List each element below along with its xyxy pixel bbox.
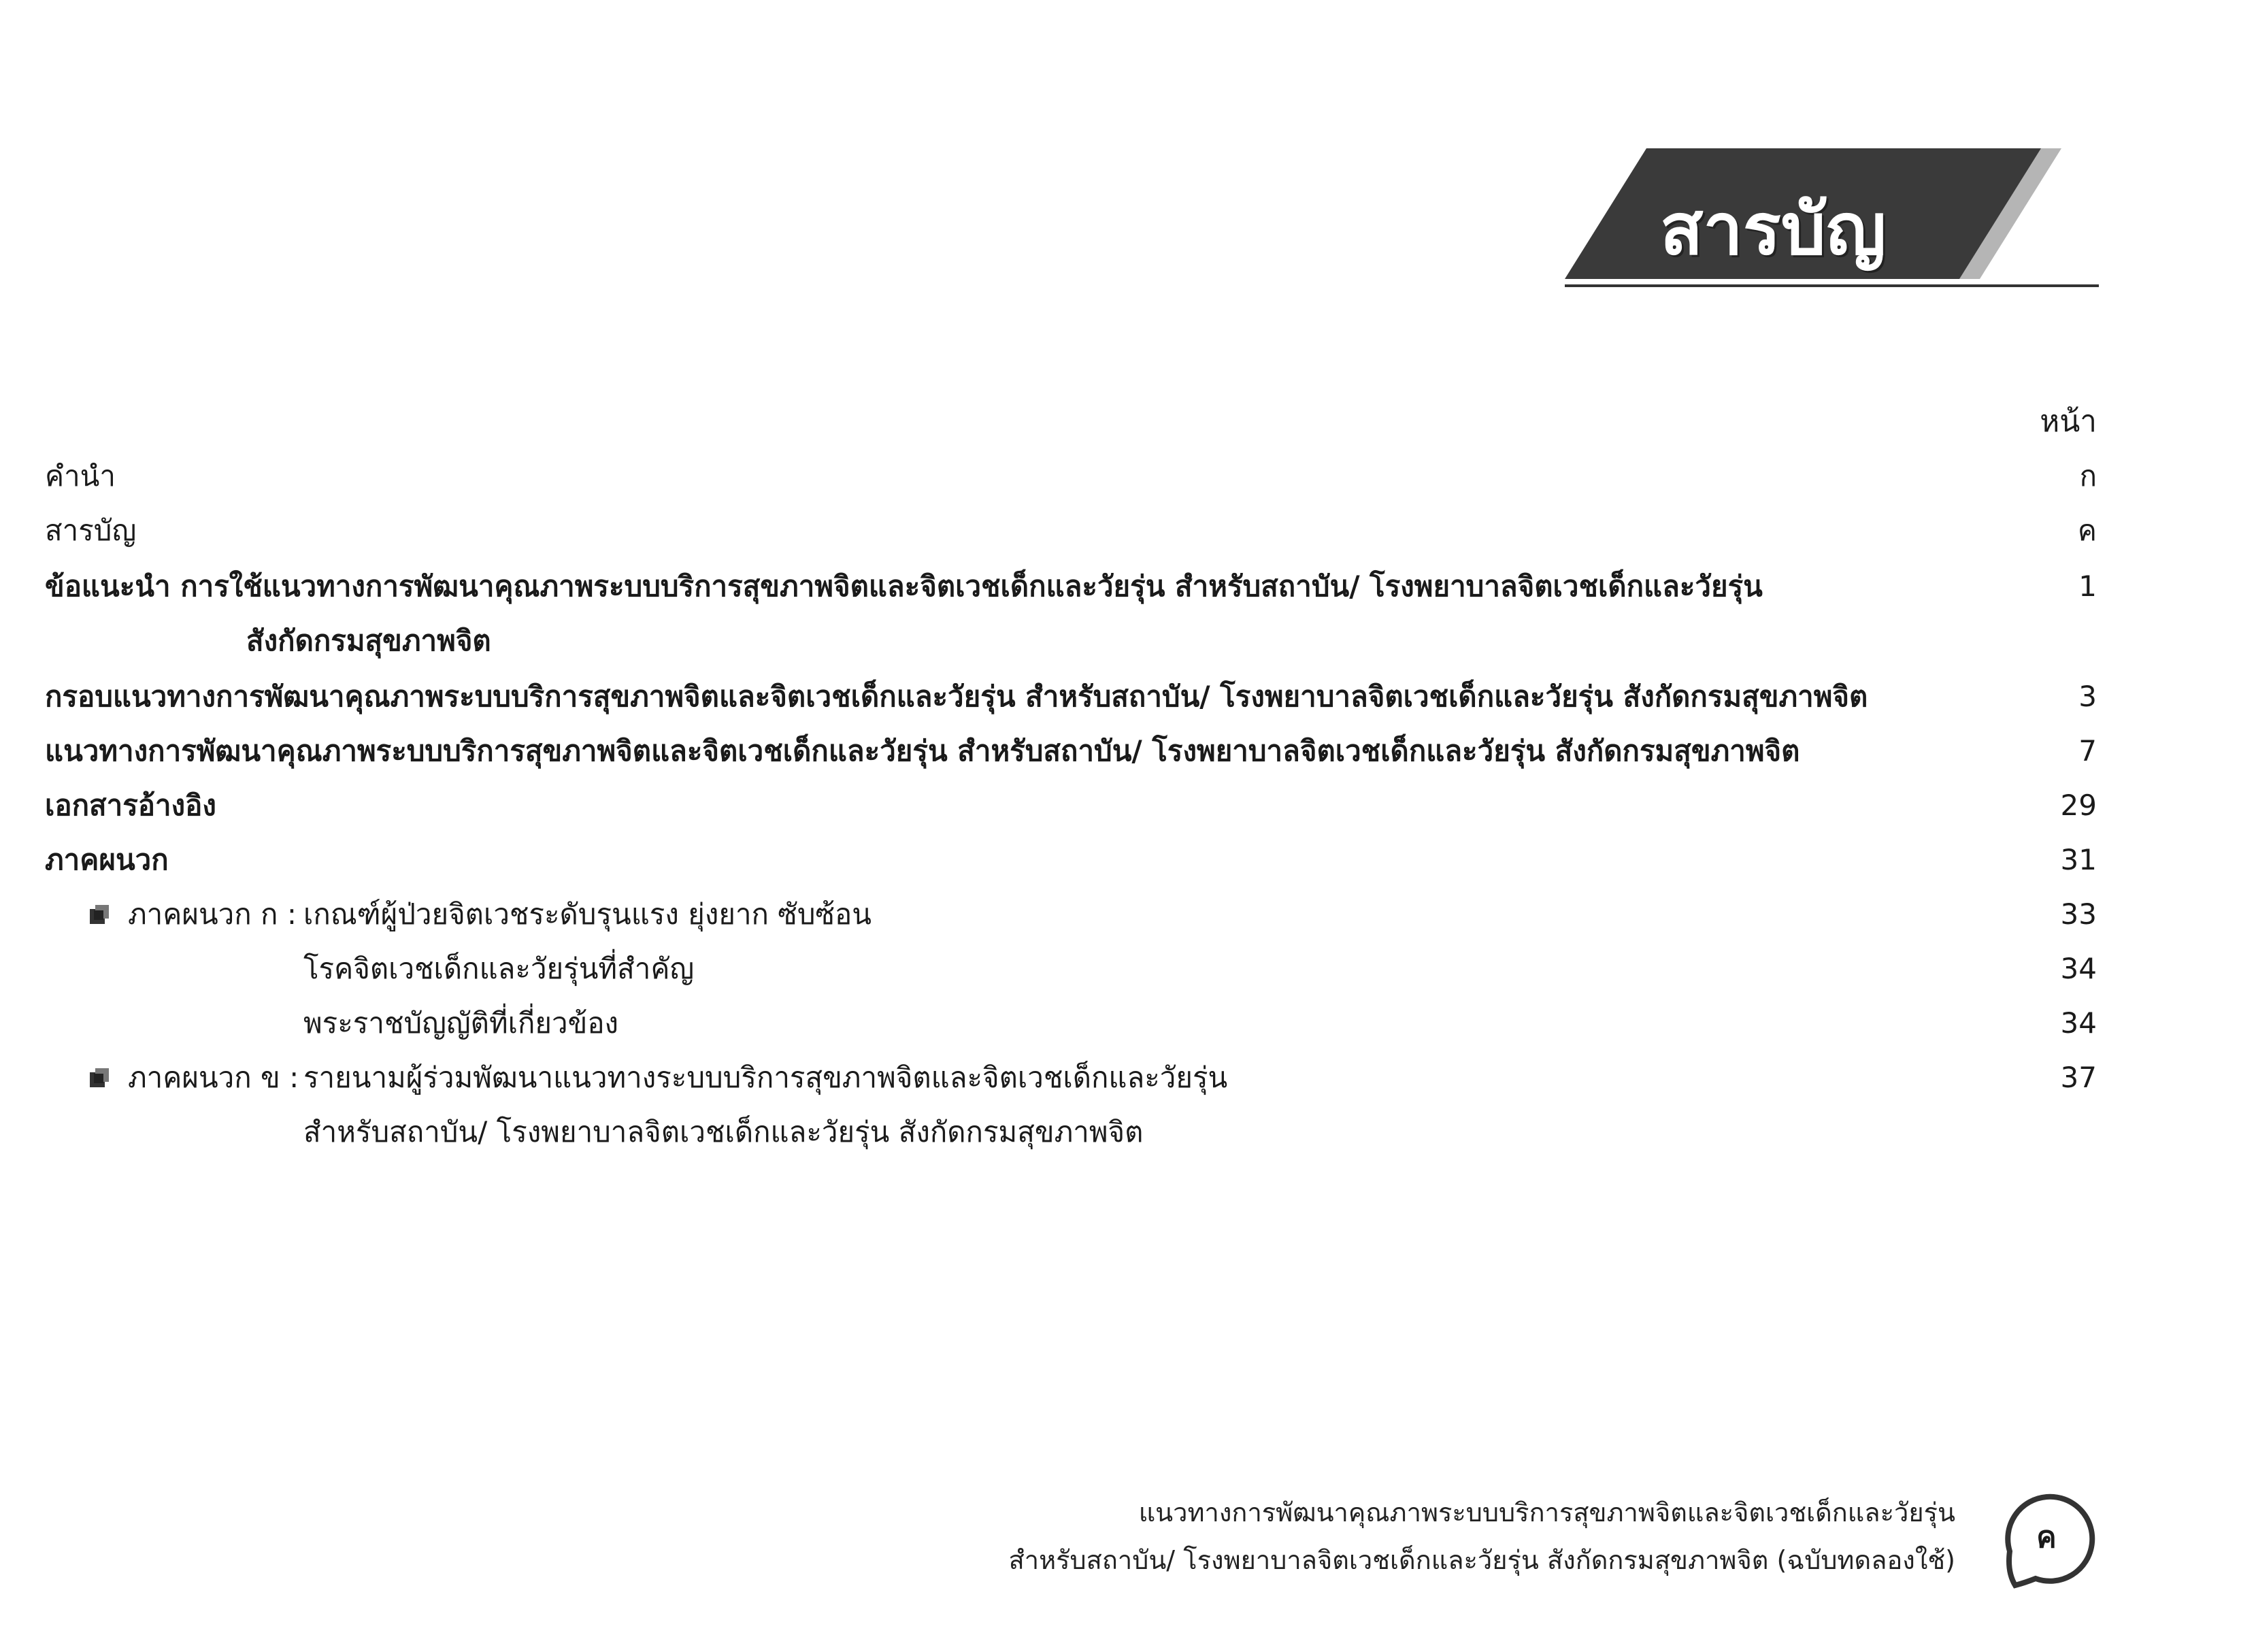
toc-title: พระราชบัญญัติที่เกี่ยวข้อง [303, 1006, 619, 1040]
toc-row[interactable] [0, 887, 2256, 942]
toc-row[interactable] [0, 1051, 2256, 1105]
toc-page-number: ก [2079, 459, 2097, 493]
toc-page-number: ค [2077, 514, 2097, 547]
toc-row[interactable] [0, 996, 2256, 1051]
toc-title-continuation: สำหรับสถาบัน/ โรงพยาบาลจิตเวชเด็กและวัยรุ่น สังกัดกรมสุขภาพจิต [303, 1115, 1144, 1149]
toc-page-number: 34 [2060, 952, 2097, 985]
page-title: สารบัญ [1660, 188, 1887, 271]
toc-title: แนวทางการพัฒนาคุณภาพระบบบริการสุขภาพจิตและจิตเวชเด็กและวัยรุ่น สำหรับสถาบัน/ โรงพยาบาลจิตเวชเด็กและวัยรุ่น สังกัดกรมสุขภาพจิต [45, 734, 1800, 767]
appendix-label: ภาคผนวก ก : [128, 897, 297, 931]
toc-title: สารบัญ [45, 514, 137, 547]
toc-row[interactable] [0, 942, 2256, 996]
toc-row[interactable] [0, 670, 2256, 724]
toc-title: เกณฑ์ผู้ป่วยจิตเวชระดับรุนแรง ยุ่งยาก ซับซ้อน [303, 897, 872, 931]
toc-row[interactable] [0, 503, 2256, 558]
toc-title: ภาคผนวก [45, 843, 169, 876]
toc-row[interactable] [0, 724, 2256, 778]
page-column-header: หน้า [2040, 404, 2097, 439]
toc-title-continuation: สังกัดกรมสุขภาพจิต [246, 624, 491, 657]
toc-title: เอกสารอ้างอิง [45, 789, 216, 822]
toc-page-number: 3 [2078, 680, 2097, 713]
toc-title: รายนามผู้ร่วมพัฒนาแนวทางระบบบริการสุขภาพจิตและจิตเวชเด็กและวัยรุ่น [303, 1061, 1228, 1094]
toc-page-number: 31 [2060, 843, 2097, 876]
toc-page-number: 1 [2078, 569, 2097, 603]
toc-page-number: 34 [2060, 1006, 2097, 1040]
toc-title: โรคจิตเวชเด็กและวัยรุ่นที่สำคัญ [303, 952, 695, 985]
toc-row-continuation [0, 1105, 2256, 1159]
footer-line-2: สำหรับสถาบัน/ โรงพยาบาลจิตเวชเด็กและวัยรุ่น สังกัดกรมสุขภาพจิต (ฉบับทดลองใช้) [1008, 1545, 1955, 1575]
toc-page-number: 7 [2078, 734, 2097, 767]
toc-page-number: 33 [2060, 897, 2097, 931]
footer-line-1: แนวทางการพัฒนาคุณภาพระบบบริการสุขภาพจิตและจิตเวชเด็กและวัยรุ่น [1138, 1498, 1955, 1527]
toc-title: ข้อแนะนำ การใช้แนวทางการพัฒนาคุณภาพระบบบริการสุขภาพจิตและจิตเวชเด็กและวัยรุ่น สำหรับสถาบัน/ โรงพยาบาลจิตเวชเด็กและวัยรุ่น [45, 569, 1763, 603]
footer-page-letter: ค [2036, 1520, 2057, 1555]
toc-page-number: 37 [2060, 1061, 2097, 1094]
appendix-label: ภาคผนวก ข : [128, 1061, 299, 1094]
toc-page-number: 29 [2060, 789, 2097, 822]
toc-title: คำนำ [45, 459, 116, 493]
toc-row[interactable] [0, 833, 2256, 887]
toc-row[interactable] [0, 449, 2256, 503]
toc-row-continuation [0, 614, 2256, 668]
toc-row[interactable] [0, 778, 2256, 833]
toc-title: กรอบแนวทางการพัฒนาคุณภาพระบบบริการสุขภาพจิตและจิตเวชเด็กและวัยรุ่น สำหรับสถาบัน/ โรงพยาบาลจิตเวชเด็กและวัยรุ่น สังกัดกรมสุขภาพจิต [45, 680, 1868, 713]
toc-row[interactable] [0, 559, 2256, 614]
